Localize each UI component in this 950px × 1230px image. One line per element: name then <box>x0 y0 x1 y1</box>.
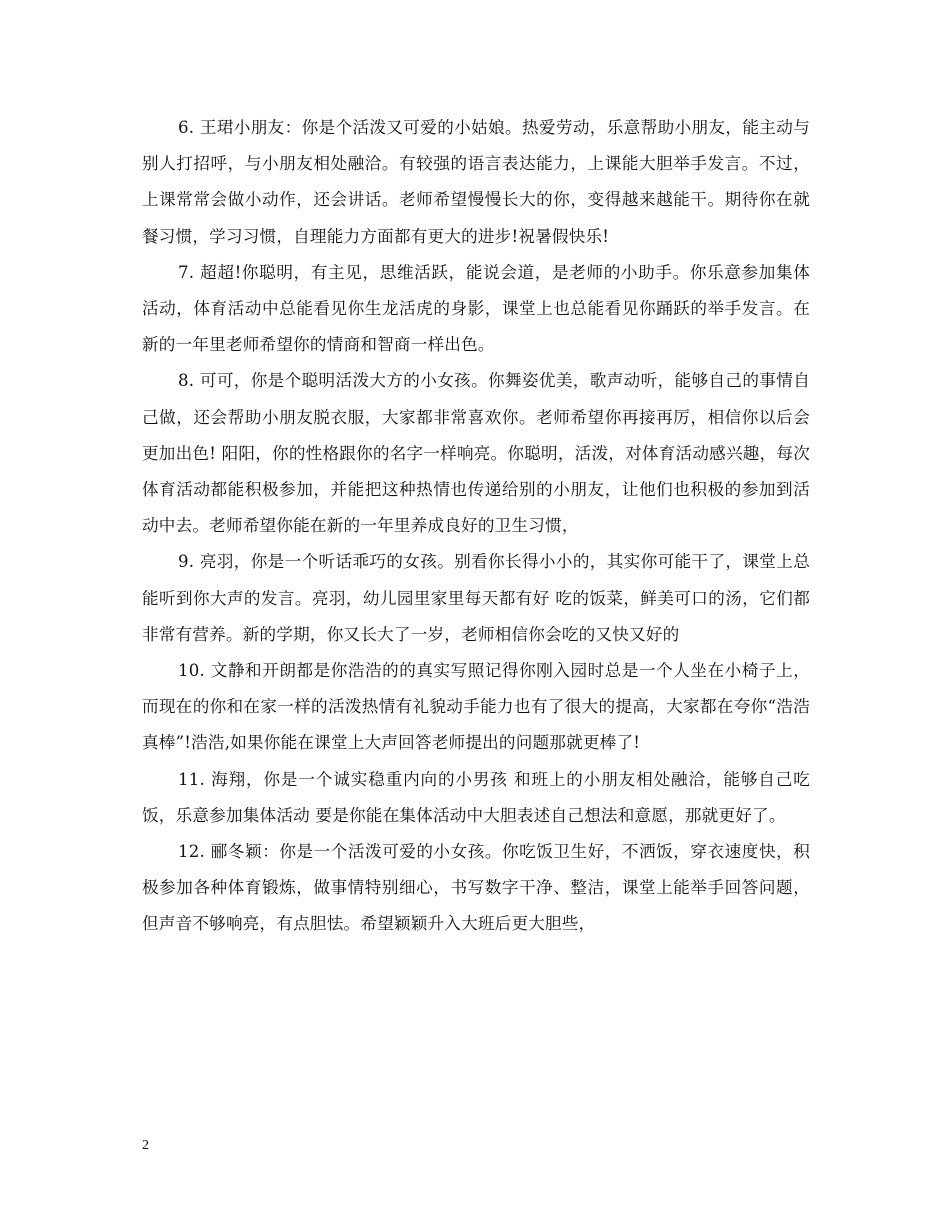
paragraph-8: 8. 可可，你是个聪明活泼大方的小女孩。你舞姿优美，歌声动听，能够自己的事情自己做，还会帮助小朋友脱衣服，大家都非常喜欢你。老师希望你再接再厉，相信你以后会更加出色! 阳阳，你的性格跟你的名字一样响亮。你聪明，活泼，对体育活动感兴趣，每次体育活动都能积极参加，并能把这种热情也传递给别的小朋友，让他们也积极的参加到活动中去。老师希望你能在新的一年里养成良好的卫生习惯， <box>142 371 810 536</box>
paragraph-9: 9. 亮羽，你是一个听话乖巧的女孩。别看你长得小小的，其实你可能干了，课堂上总能听到你大声的发言。亮羽，幼儿园里家里每天都有好 吃的饭菜，鲜美可口的汤，它们都非常有营养。新的学期，你又长大了一岁，老师相信你会吃的又快又好的 <box>142 552 810 644</box>
paragraph-6: 6. 王珺小朋友：你是个活泼又可爱的小姑娘。热爱劳动，乐意帮助小朋友，能主动与别人打招呼，与小朋友相处融洽。有较强的语言表达能力，上课能大胆举手发言。不过，上课常常会做小动作，还会讲话。老师希望慢慢长大的你，变得越来越能干。期待你在就餐习惯，学习习惯，自理能力方面都有更大的进步!祝暑假快乐! <box>142 118 810 246</box>
paragraph-7: 7. 超超!你聪明，有主见，思维活跃，能说会道，是老师的小助手。你乐意参加集体活动，体育活动中总能看见你生龙活虎的身影，课堂上也总能看见你踊跃的举手发言。在新的一年里老师希望你的情商和智商一样出色。 <box>142 262 810 355</box>
paragraph-12: 12. 郦冬颖：你是一个活泼可爱的小女孩。你吃饭卫生好，不洒饭，穿衣速度快，积极参加各种体育锻炼，做事情特别细心，书写数字干净、整洁，课堂上能举手回答问题，但声音不够响亮，有点胆怯。希望颖颖升入大班后更大胆些， <box>142 842 810 934</box>
page-number: 2 <box>142 1138 149 1153</box>
paragraph-11: 11. 海翔，你是一个诚实稳重内向的小男孩 和班上的小朋友相处融洽，能够自己吃饭，乐意参加集体活动 要是你能在集体活动中大胆表述自己想法和意愿，那就更好了。 <box>142 769 810 825</box>
document-body <box>142 110 810 943</box>
paragraph-10: 10. 文静和开朗都是你浩浩的的真实写照记得你刚入园时总是一个人坐在小椅子上，而现在的你和在家一样的活泼热情有礼貌动手能力也有了很大的提高，大家都在夸你“浩浩真棒”!浩浩,如果你能在课堂上大声回答老师提出的问题那就更棒了! <box>142 661 810 753</box>
